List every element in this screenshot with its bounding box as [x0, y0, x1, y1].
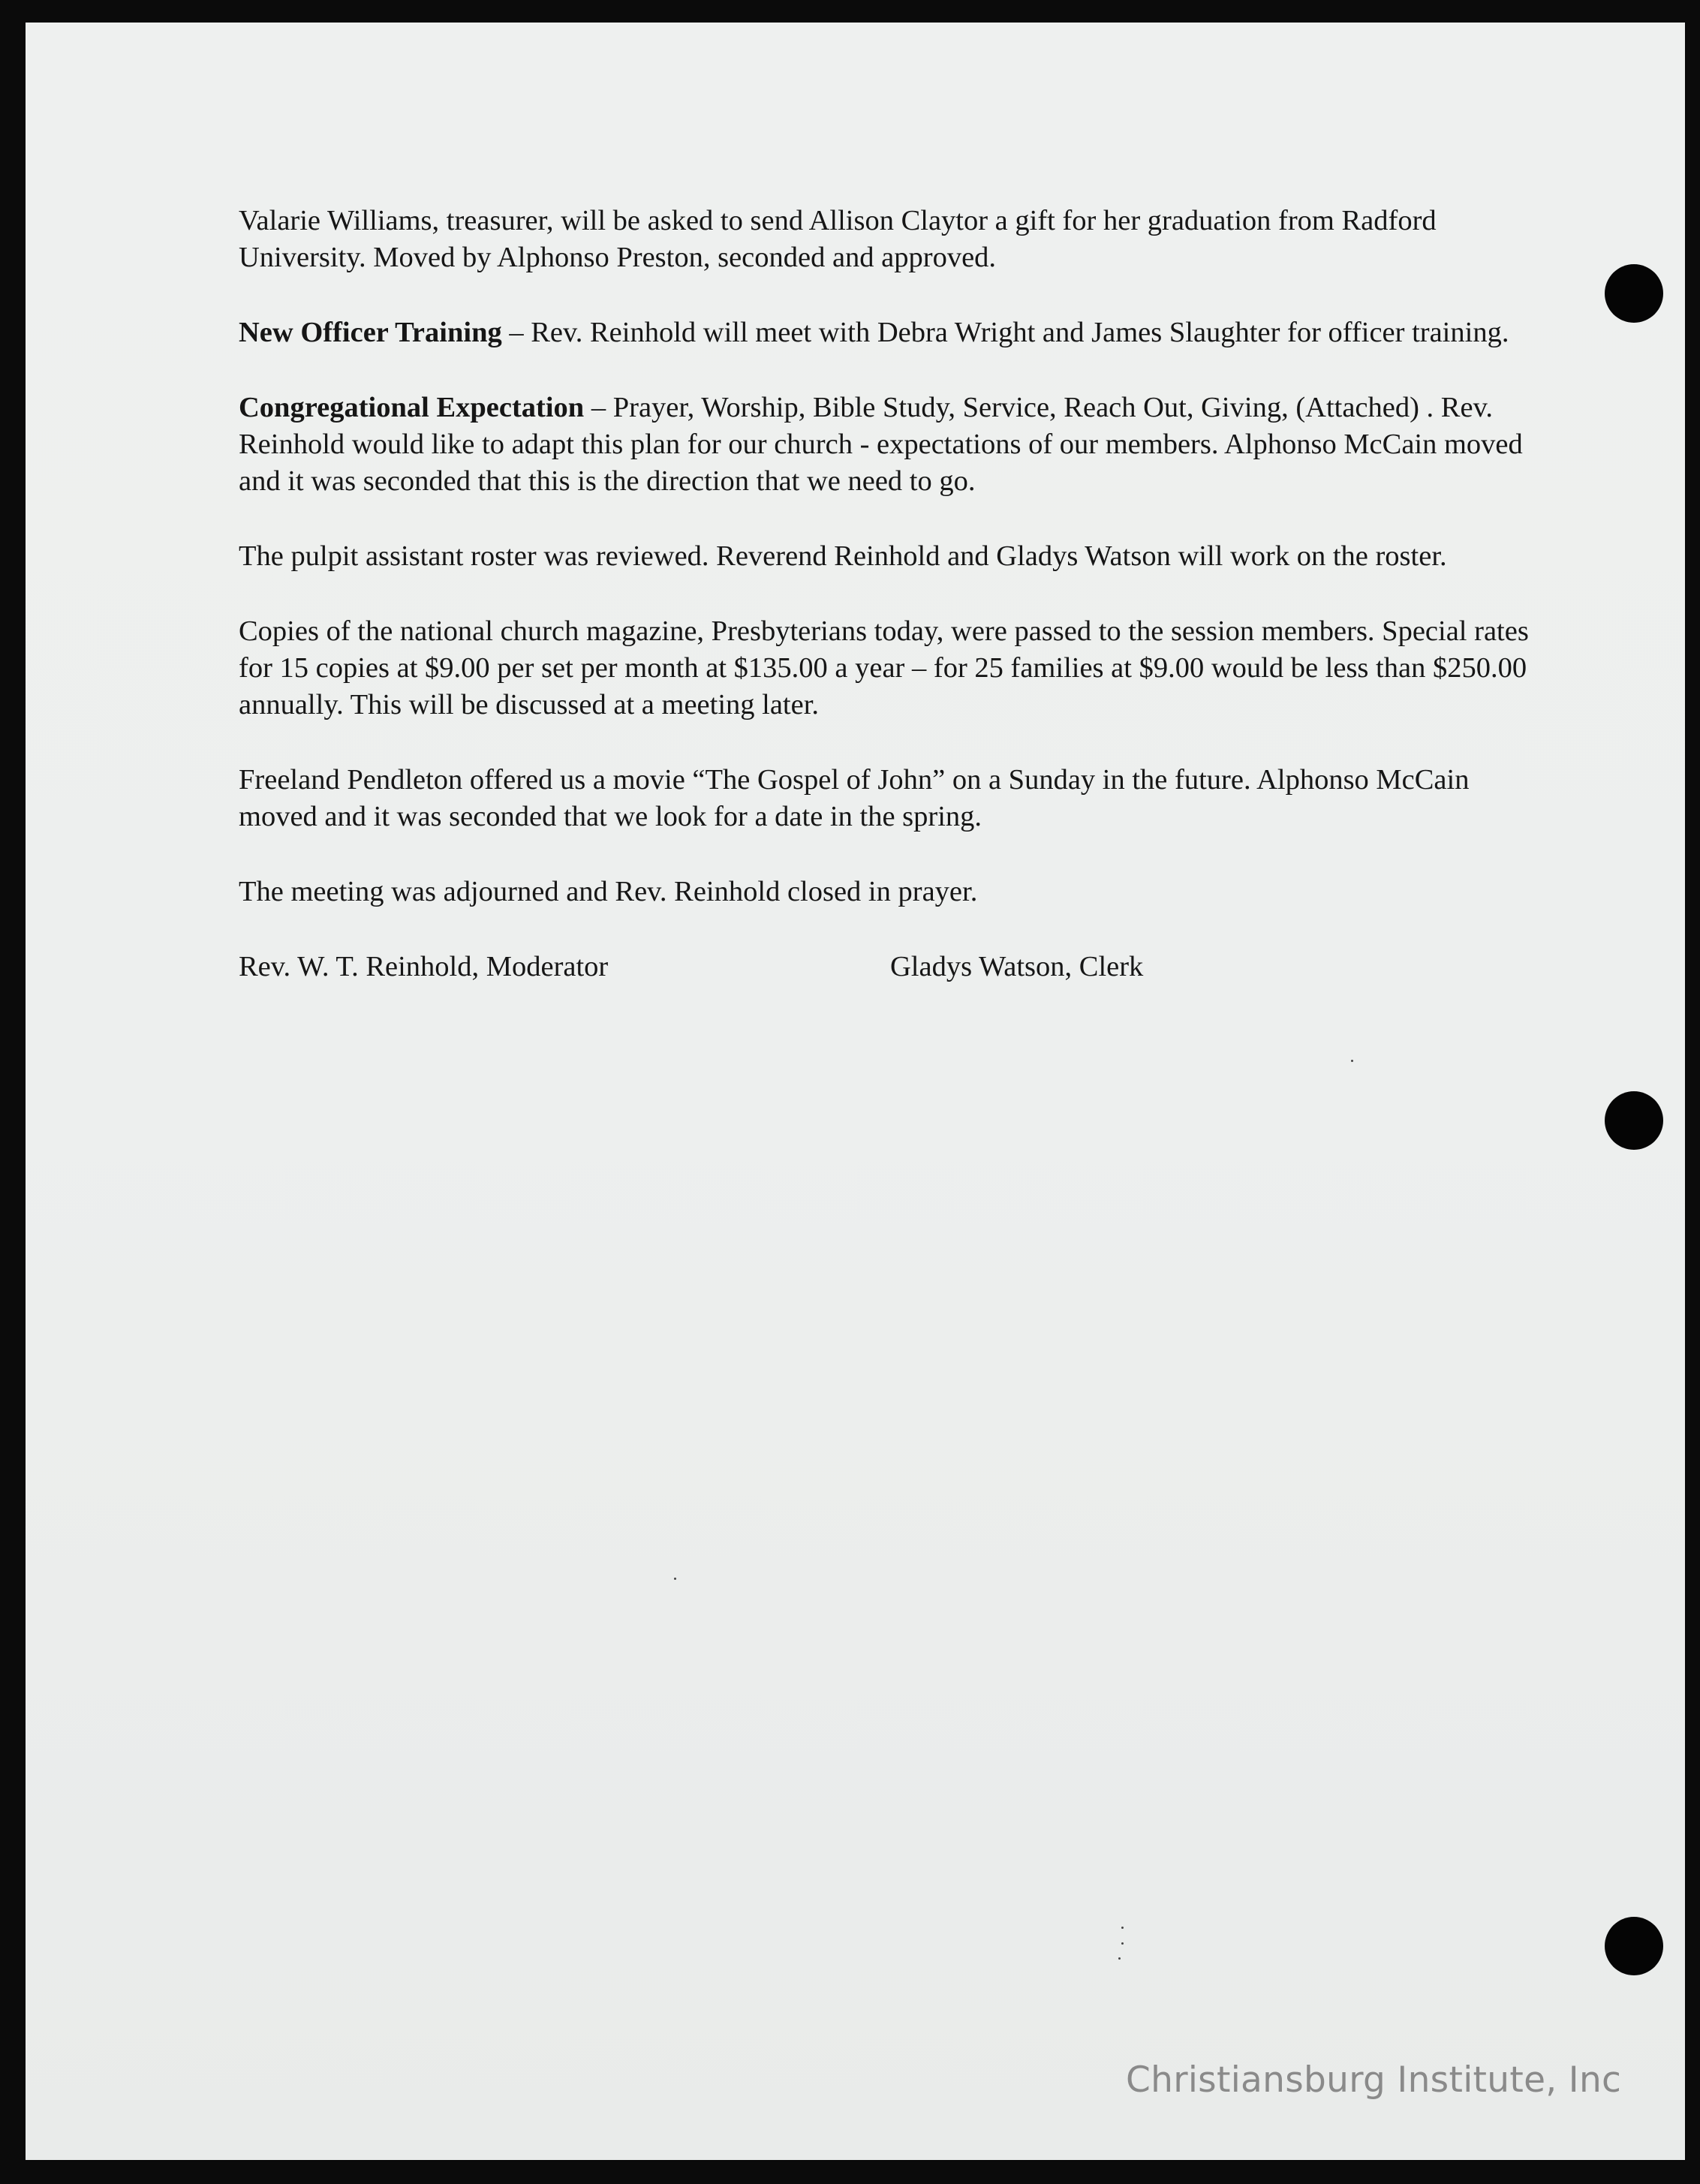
watermark-text: Christiansburg Institute, Inc: [1126, 2059, 1622, 2101]
paragraph-pulpit-roster: [239, 538, 1530, 575]
punch-hole-top: [1605, 264, 1663, 323]
paragraph-text: Copies of the national church magazine, Presbyterians today, were passed to the session members. Special rates for 15 copies at $9.00 per set per month at $135.00 a year – for 25 families at $9.00 would be less than $250.00 annually. This will be discussed at a meeting later.: [239, 615, 1529, 720]
paragraph-heading: New Officer Training: [239, 317, 502, 348]
paragraph-magazine: [239, 613, 1530, 723]
paragraph-new-officer-training: [239, 314, 1530, 351]
punch-hole-middle: [1605, 1091, 1663, 1150]
paper-speck: [1351, 1060, 1353, 1062]
paper-speck: [674, 1578, 676, 1580]
paper-speck: [1121, 1927, 1124, 1929]
paragraph-text: Valarie Williams, treasurer, will be asked to send Allison Claytor a gift for her graduation from Radford University. Moved by Alphonso Preston, seconded and approved.: [239, 205, 1437, 273]
paragraph-text: – Rev. Reinhold will meet with Debra Wright and James Slaughter for officer training.: [501, 317, 1509, 348]
paragraph-text: – Prayer, Worship, Bible Study, Service, Reach Out, Giving, (Attached) . Rev. Reinhold would like to adapt this plan for our church - expectations of our members. Alphonso McCain moved and it was seconded that this is the direction that we need to go.: [239, 392, 1523, 497]
punch-hole-bottom: [1605, 1917, 1663, 1975]
paper-speck: [1121, 1942, 1124, 1945]
paragraph-gift: [239, 203, 1530, 276]
paragraph-text: The meeting was adjourned and Rev. Reinhold closed in prayer.: [239, 876, 978, 907]
paragraph-heading: Congregational Expectation: [239, 392, 585, 423]
minutes-body: [239, 203, 1530, 986]
paragraph-movie: [239, 762, 1530, 835]
signature-block: [239, 949, 1530, 986]
paragraph-congregational-expectation: [239, 390, 1530, 500]
paragraph-text: The pulpit assistant roster was reviewed. Reverend Reinhold and Gladys Watson will work on the roster.: [239, 540, 1447, 572]
paper-speck: [1118, 1957, 1121, 1960]
moderator-signature: Rev. W. T. Reinhold, Moderator: [239, 951, 609, 982]
clerk-signature: Gladys Watson, Clerk: [890, 951, 1144, 982]
paragraph-text: Freeland Pendleton offered us a movie “The Gospel of John” on a Sunday in the future. Alphonso McCain moved and it was seconded that we look for a date in the spring.: [239, 764, 1470, 832]
paragraph-adjourned: [239, 874, 1530, 910]
